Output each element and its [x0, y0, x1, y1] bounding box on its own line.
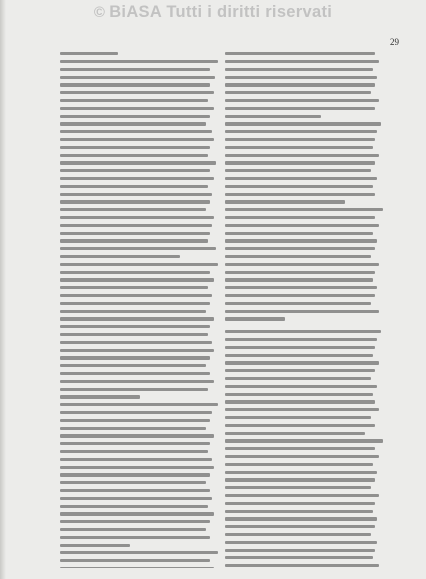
- text-line: [225, 499, 383, 507]
- text-line: [225, 359, 383, 367]
- text-line: [60, 346, 218, 354]
- text-line: [225, 367, 383, 375]
- text-line: [225, 81, 383, 89]
- text-line: [60, 494, 218, 502]
- text-line: [60, 526, 218, 534]
- text-line: [60, 190, 218, 198]
- text-line: [225, 382, 383, 390]
- text-line: [60, 338, 218, 346]
- text-line: [60, 331, 218, 339]
- text-line: [225, 343, 383, 351]
- text-line: [60, 183, 218, 191]
- text-line: [225, 336, 383, 344]
- text-line: [60, 463, 218, 471]
- text-line: [60, 424, 218, 432]
- text-line: [225, 515, 383, 523]
- text-line: [225, 351, 383, 359]
- text-line: [60, 323, 218, 331]
- text-line: [225, 159, 383, 167]
- text-line: [60, 144, 218, 152]
- page-number: 29: [390, 37, 399, 47]
- text-line: [60, 229, 218, 237]
- text-line: [60, 167, 218, 175]
- text-line: [225, 390, 383, 398]
- text-line: [60, 151, 218, 159]
- text-line: [225, 531, 383, 539]
- text-column-left: [60, 50, 218, 568]
- text-line: [225, 175, 383, 183]
- text-line: [60, 541, 218, 549]
- text-line: [225, 538, 383, 546]
- text-line: [225, 406, 383, 414]
- text-line: [60, 206, 218, 214]
- text-line: [225, 183, 383, 191]
- text-line: [225, 222, 383, 230]
- text-line: [225, 315, 383, 323]
- text-line: [60, 315, 218, 323]
- text-line: [60, 237, 218, 245]
- text-line: [60, 565, 218, 568]
- watermark: [0, 0, 426, 24]
- copyright-symbol: ©: [93, 3, 106, 21]
- text-line: [60, 471, 218, 479]
- text-line: [225, 328, 383, 336]
- text-line: [225, 66, 383, 74]
- text-line: [60, 354, 218, 362]
- page-edge-shadow: [0, 0, 6, 579]
- text-line: [225, 414, 383, 422]
- text-line: [60, 557, 218, 565]
- text-line: [60, 300, 218, 308]
- text-line: [60, 448, 218, 456]
- text-line: [60, 253, 218, 261]
- text-line: [60, 533, 218, 541]
- text-line: [225, 429, 383, 437]
- text-line: [60, 261, 218, 269]
- text-line: [225, 120, 383, 128]
- text-line: [225, 112, 383, 120]
- text-line: [225, 468, 383, 476]
- text-line: [225, 229, 383, 237]
- text-line: [60, 385, 218, 393]
- text-line: [60, 222, 218, 230]
- text-line: [60, 89, 218, 97]
- text-line: [225, 492, 383, 500]
- text-line: [225, 546, 383, 554]
- text-line: [225, 190, 383, 198]
- text-line: [60, 518, 218, 526]
- text-line: [60, 159, 218, 167]
- text-line: [60, 362, 218, 370]
- text-line: [225, 198, 383, 206]
- text-line: [60, 401, 218, 409]
- text-line: [60, 66, 218, 74]
- text-line: [60, 105, 218, 113]
- text-line: [225, 523, 383, 531]
- text-line: [225, 453, 383, 461]
- text-line: [60, 440, 218, 448]
- text-line: [60, 175, 218, 183]
- text-line: [225, 554, 383, 562]
- text-line: [60, 432, 218, 440]
- text-line: [225, 484, 383, 492]
- text-line: [60, 502, 218, 510]
- text-line: [225, 245, 383, 253]
- text-line: [225, 73, 383, 81]
- text-line: [60, 136, 218, 144]
- text-line: [225, 253, 383, 261]
- text-line: [225, 276, 383, 284]
- text-line: [225, 128, 383, 136]
- text-line: [225, 50, 383, 58]
- text-line: [225, 237, 383, 245]
- text-line: [60, 81, 218, 89]
- text-line: [225, 445, 383, 453]
- text-line: [60, 245, 218, 253]
- text-line: [225, 136, 383, 144]
- text-line: [60, 73, 218, 81]
- text-line: [225, 214, 383, 222]
- text-line: [60, 120, 218, 128]
- text-line: [60, 58, 218, 66]
- text-line: [225, 421, 383, 429]
- text-line: [225, 268, 383, 276]
- text-line: [60, 549, 218, 557]
- text-line: [60, 50, 218, 58]
- text-line: [225, 300, 383, 308]
- text-line: [60, 292, 218, 300]
- text-line: [60, 479, 218, 487]
- text-line: [225, 476, 383, 484]
- text-line: [60, 97, 218, 105]
- text-line: [225, 167, 383, 175]
- watermark-text: BiASA Tutti i diritti riservati: [109, 2, 333, 21]
- text-line: [60, 128, 218, 136]
- text-line: [225, 284, 383, 292]
- text-line: [225, 97, 383, 105]
- text-line: [60, 198, 218, 206]
- text-line: [60, 487, 218, 495]
- text-line: [60, 377, 218, 385]
- text-line: [225, 460, 383, 468]
- text-line: [60, 370, 218, 378]
- text-line: [225, 292, 383, 300]
- text-line: [60, 112, 218, 120]
- text-line: [60, 510, 218, 518]
- text-line: [60, 416, 218, 424]
- text-line: [60, 409, 218, 417]
- text-line: [60, 276, 218, 284]
- text-column-right: [225, 50, 383, 568]
- text-line: [225, 507, 383, 515]
- text-line: [225, 105, 383, 113]
- text-line: [225, 398, 383, 406]
- text-line: [225, 151, 383, 159]
- text-line: [60, 455, 218, 463]
- text-line: [225, 144, 383, 152]
- text-line: [60, 284, 218, 292]
- text-line: [225, 562, 383, 568]
- text-line: [60, 307, 218, 315]
- text-line: [225, 206, 383, 214]
- text-line: [225, 89, 383, 97]
- text-line: [225, 437, 383, 445]
- text-line: [60, 393, 218, 401]
- text-line: [60, 268, 218, 276]
- text-line: [225, 58, 383, 66]
- text-line: [225, 375, 383, 383]
- text-line: [225, 261, 383, 269]
- text-line: [60, 214, 218, 222]
- text-line: [225, 307, 383, 315]
